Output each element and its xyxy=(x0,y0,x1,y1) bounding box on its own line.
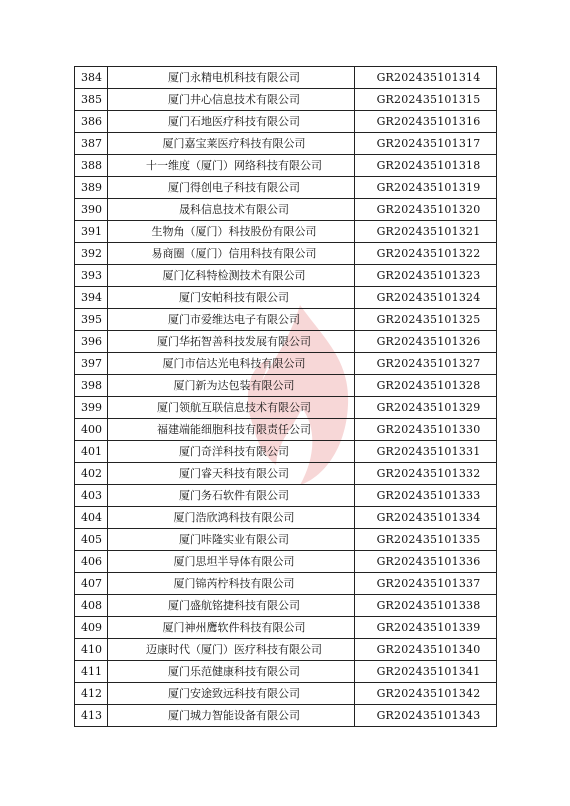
table-row xyxy=(75,111,497,133)
company-name-cell: 厦门乐范健康科技有限公司 xyxy=(108,661,355,683)
serial-number-cell: 392 xyxy=(75,243,108,265)
certificate-code-cell: GR202435101321 xyxy=(355,221,497,243)
company-name-cell: 厦门永精电机科技有限公司 xyxy=(108,67,355,89)
certificate-code-cell: GR202435101338 xyxy=(355,595,497,617)
serial-number-cell: 402 xyxy=(75,463,108,485)
certificate-code-cell: GR202435101315 xyxy=(355,89,497,111)
table-row xyxy=(75,551,497,573)
company-name-cell: 晟科信息技术有限公司 xyxy=(108,199,355,221)
serial-number-cell: 395 xyxy=(75,309,108,331)
certificate-code-cell: GR202435101319 xyxy=(355,177,497,199)
table-row xyxy=(75,243,497,265)
certificate-code-cell: GR202435101324 xyxy=(355,287,497,309)
company-name-cell: 厦门思坦半导体有限公司 xyxy=(108,551,355,573)
table-row xyxy=(75,463,497,485)
serial-number-cell: 393 xyxy=(75,265,108,287)
company-name-cell: 厦门浩欣鸿科技有限公司 xyxy=(108,507,355,529)
serial-number-cell: 406 xyxy=(75,551,108,573)
table-row xyxy=(75,265,497,287)
table-row xyxy=(75,67,497,89)
certificate-code-cell: GR202435101336 xyxy=(355,551,497,573)
company-name-cell: 厦门安途致远科技有限公司 xyxy=(108,683,355,705)
serial-number-cell: 400 xyxy=(75,419,108,441)
certificate-code-cell: GR202435101341 xyxy=(355,661,497,683)
company-name-cell: 厦门睿天科技有限公司 xyxy=(108,463,355,485)
certificate-code-cell: GR202435101322 xyxy=(355,243,497,265)
company-name-cell: 厦门华拓智善科技发展有限公司 xyxy=(108,331,355,353)
certificate-code-cell: GR202435101316 xyxy=(355,111,497,133)
serial-number-cell: 398 xyxy=(75,375,108,397)
certificate-code-cell: GR202435101337 xyxy=(355,573,497,595)
serial-number-cell: 387 xyxy=(75,133,108,155)
serial-number-cell: 389 xyxy=(75,177,108,199)
company-name-cell: 厦门嘉宝莱医疗科技有限公司 xyxy=(108,133,355,155)
certificate-code-cell: GR202435101339 xyxy=(355,617,497,639)
certificate-code-cell: GR202435101342 xyxy=(355,683,497,705)
table-row xyxy=(75,661,497,683)
certificate-code-cell: GR202435101325 xyxy=(355,309,497,331)
company-name-cell: 厦门务石软件有限公司 xyxy=(108,485,355,507)
certificate-code-cell: GR202435101328 xyxy=(355,375,497,397)
certificate-code-cell: GR202435101326 xyxy=(355,331,497,353)
table-row xyxy=(75,199,497,221)
serial-number-cell: 407 xyxy=(75,573,108,595)
serial-number-cell: 410 xyxy=(75,639,108,661)
table-row xyxy=(75,507,497,529)
table-row xyxy=(75,331,497,353)
table-row xyxy=(75,683,497,705)
serial-number-cell: 390 xyxy=(75,199,108,221)
serial-number-cell: 411 xyxy=(75,661,108,683)
certificate-code-cell: GR202435101332 xyxy=(355,463,497,485)
certificate-code-cell: GR202435101329 xyxy=(355,397,497,419)
certificate-code-cell: GR202435101314 xyxy=(355,67,497,89)
table-row xyxy=(75,309,497,331)
company-name-cell: 厦门锦芮柠科技有限公司 xyxy=(108,573,355,595)
company-name-cell: 厦门市爱维达电子有限公司 xyxy=(108,309,355,331)
serial-number-cell: 405 xyxy=(75,529,108,551)
serial-number-cell: 401 xyxy=(75,441,108,463)
certificate-code-cell: GR202435101343 xyxy=(355,705,497,727)
certificate-code-cell: GR202435101335 xyxy=(355,529,497,551)
company-name-cell: 厦门得创电子科技有限公司 xyxy=(108,177,355,199)
certificate-code-cell: GR202435101318 xyxy=(355,155,497,177)
table-row xyxy=(75,441,497,463)
table-row xyxy=(75,287,497,309)
serial-number-cell: 412 xyxy=(75,683,108,705)
serial-number-cell: 408 xyxy=(75,595,108,617)
company-name-cell: 厦门盛航铭捷科技有限公司 xyxy=(108,595,355,617)
company-list-table xyxy=(74,66,497,727)
company-name-cell: 厦门石地医疗科技有限公司 xyxy=(108,111,355,133)
company-name-cell: 十一维度（厦门）网络科技有限公司 xyxy=(108,155,355,177)
company-name-cell: 厦门咔隆实业有限公司 xyxy=(108,529,355,551)
table-row xyxy=(75,595,497,617)
company-name-cell: 厦门井心信息技术有限公司 xyxy=(108,89,355,111)
table-row xyxy=(75,705,497,727)
company-name-cell: 厦门神州鹰软件科技有限公司 xyxy=(108,617,355,639)
serial-number-cell: 399 xyxy=(75,397,108,419)
table-row xyxy=(75,617,497,639)
serial-number-cell: 396 xyxy=(75,331,108,353)
serial-number-cell: 397 xyxy=(75,353,108,375)
serial-number-cell: 391 xyxy=(75,221,108,243)
serial-number-cell: 394 xyxy=(75,287,108,309)
company-name-cell: 厦门奇洋科技有限公司 xyxy=(108,441,355,463)
table-row xyxy=(75,375,497,397)
certificate-code-cell: GR202435101327 xyxy=(355,353,497,375)
certificate-code-cell: GR202435101331 xyxy=(355,441,497,463)
table-row xyxy=(75,133,497,155)
table-row xyxy=(75,221,497,243)
certificate-code-cell: GR202435101340 xyxy=(355,639,497,661)
company-name-cell: 厦门安帕科技有限公司 xyxy=(108,287,355,309)
company-name-cell: 易商圈（厦门）信用科技有限公司 xyxy=(108,243,355,265)
certificate-code-cell: GR202435101334 xyxy=(355,507,497,529)
company-name-cell: 迈康时代（厦门）医疗科技有限公司 xyxy=(108,639,355,661)
table-row xyxy=(75,485,497,507)
company-name-cell: 厦门市信达光电科技有限公司 xyxy=(108,353,355,375)
company-name-cell: 厦门领航互联信息技术有限公司 xyxy=(108,397,355,419)
serial-number-cell: 388 xyxy=(75,155,108,177)
serial-number-cell: 413 xyxy=(75,705,108,727)
table-row xyxy=(75,529,497,551)
serial-number-cell: 386 xyxy=(75,111,108,133)
company-name-cell: 福建端能细胞科技有限责任公司 xyxy=(108,419,355,441)
certificate-code-cell: GR202435101333 xyxy=(355,485,497,507)
table-row xyxy=(75,177,497,199)
table-row xyxy=(75,573,497,595)
company-name-cell: 厦门亿科特检测技术有限公司 xyxy=(108,265,355,287)
certificate-code-cell: GR202435101323 xyxy=(355,265,497,287)
certificate-code-cell: GR202435101330 xyxy=(355,419,497,441)
table-row xyxy=(75,155,497,177)
table-row xyxy=(75,89,497,111)
serial-number-cell: 403 xyxy=(75,485,108,507)
table-row xyxy=(75,353,497,375)
table-row xyxy=(75,639,497,661)
table-row xyxy=(75,397,497,419)
serial-number-cell: 385 xyxy=(75,89,108,111)
certificate-code-cell: GR202435101317 xyxy=(355,133,497,155)
table-row xyxy=(75,419,497,441)
serial-number-cell: 409 xyxy=(75,617,108,639)
serial-number-cell: 384 xyxy=(75,67,108,89)
company-name-cell: 生物角（厦门）科技股份有限公司 xyxy=(108,221,355,243)
company-name-cell: 厦门新为达包装有限公司 xyxy=(108,375,355,397)
certificate-code-cell: GR202435101320 xyxy=(355,199,497,221)
company-name-cell: 厦门城力智能设备有限公司 xyxy=(108,705,355,727)
serial-number-cell: 404 xyxy=(75,507,108,529)
